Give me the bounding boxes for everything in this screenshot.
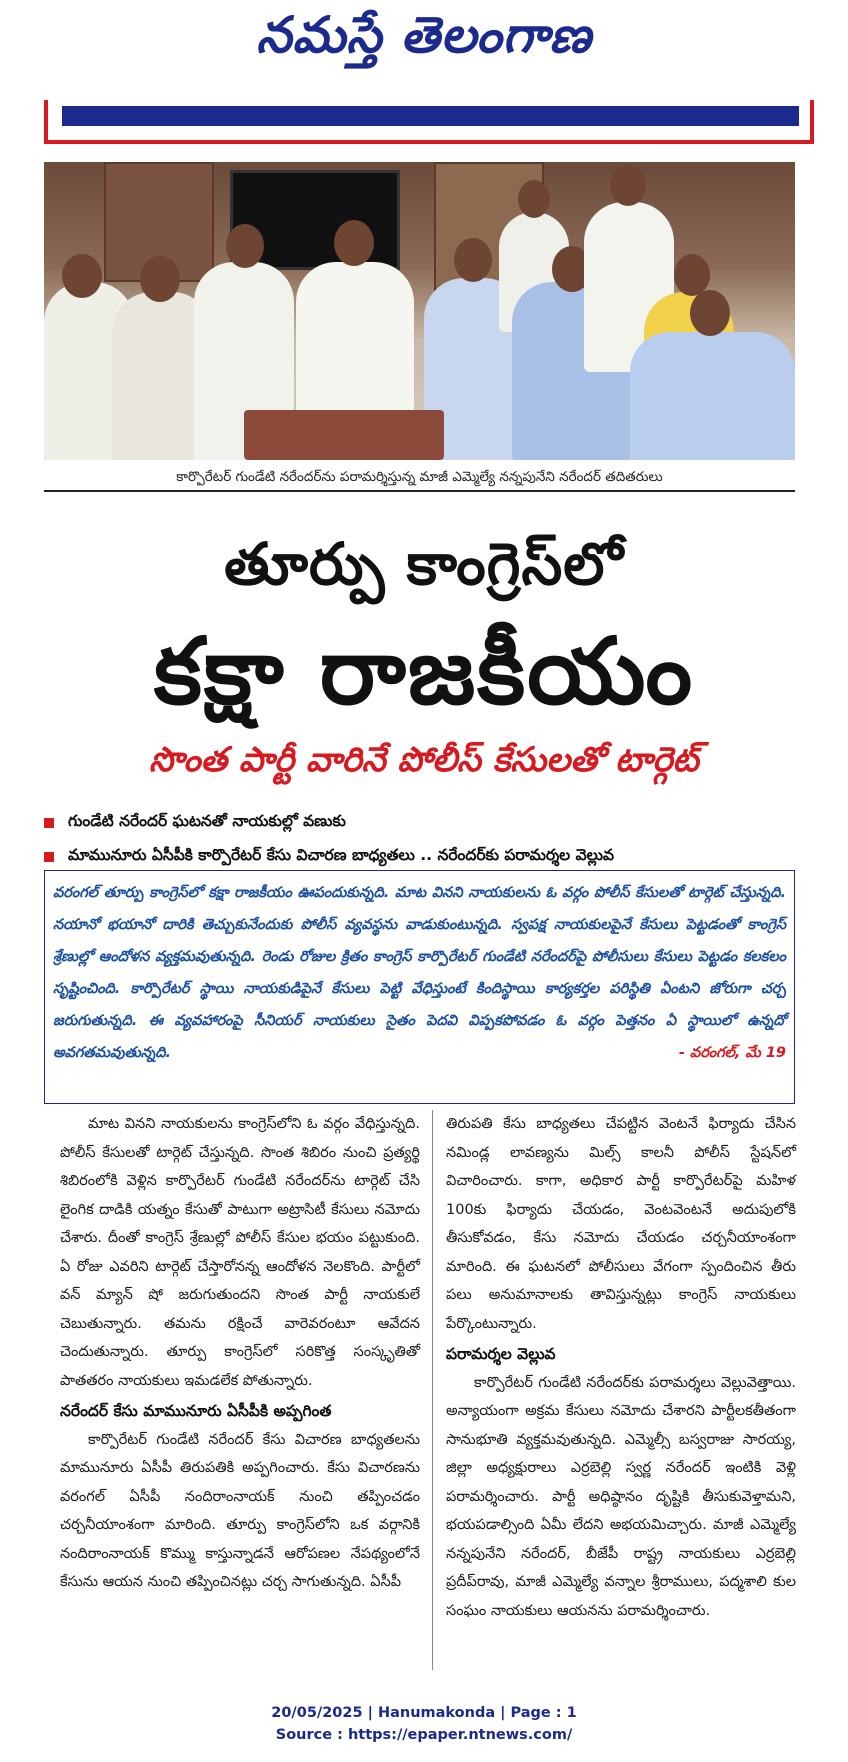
masthead-title: నమస్తే తెలంగాణ [256, 6, 592, 64]
bullet-square-icon [44, 852, 54, 862]
article-column-right [446, 1110, 796, 1625]
subheadline: సొంత పార్టీ వారినే పోలీస్ కేసులతో టార్గెట్ [149, 740, 699, 780]
photo-person-head [334, 220, 374, 266]
body-paragraph: తిరుపతి కేసు బాధ్యతలు చేపట్టిన వెంటనే ఫిర్యాదు చేసిన నమిండ్ల లావణ్యను మిల్స్ కాలనీ పోలీస్ స్టేషన్‌లో విచారించారు. కాగా, అధికార పార్టీ కార్పొరేటర్‌పై మహిళ 100కు ఫిర్యాదు చేయడం, వెంటవెంటనే అదుపులోకి తీసుకోవడం, కేసు నమోదు చేయడం చర్చనీయాంశంగా మారింది. ఈ ఘటనలో పోలీసులు వేగంగా స్పందించిన తీరు పలు అనుమానాలకు తావిస్తున్నట్లు కాంగ్రెస్ నాయకులు పేర్కొంటున్నారు. [446, 1116, 796, 1332]
bullet-square-icon [44, 818, 54, 828]
column-divider [432, 1110, 433, 1670]
body-paragraph: కార్పొరేటర్ గుండేటి నరేందర్ కేసు విచారణ బాధ్యతలను మామునూరు ఏసీపీ తిరుపతికి అప్పగించారు. కేసు విచారణను వరంగల్ ఏసీపీ నందిరాంనాయక్ నుంచి తప్పించడం చర్చనీయాంశంగా మారింది. తూర్పు కాంగ్రెస్‌లోని ఒక వర్గానికి నందిరాంనాయక్ కొమ్ము కాస్తున్నాడనే ఆరోపణల నేపథ్యంలోనే కేసును ఆయన నుంచి తప్పించినట్లు చర్చ సాగుతున్నది. ఏసీపీ [60, 1431, 420, 1590]
headline-line1: తూర్పు కాంగ్రెస్‌లో [224, 530, 624, 598]
photo-person-head [518, 180, 550, 218]
highlight-bullets [44, 806, 804, 874]
photo-person-head [226, 224, 264, 268]
photo-person-head [454, 238, 492, 282]
body-paragraph: కార్పొరేటర్ గుండేటి నరేందర్‌కు పరామర్శలు వెల్లువెత్తాయి. అన్యాయంగా అక్రమ కేసులు నమోదు చేశారని పార్టీలకతీతంగా సానుభూతి వ్యక్తమవుతున్నది. ఎమ్మెల్సీ బస్వరాజు సారయ్య, జిల్లా అధ్యక్షురాలు ఎర్రబెల్లి స్వర్ణ నరేందర్ ఇంటికి వెళ్లి పరామర్శించారు. పార్టీ అధిష్ఠానం దృష్టికి తీసుకువెళ్తామని, భయపడాల్సింది ఏమీ లేదని అభయమిచ్చారు. మాజీ ఎమ్మెల్యే నన్నపునేని నరేందర్, బీజేపీ రాష్ట్ర నాయకులు ఎర్రబెల్లి ప్రదీప్‌రావు, మాజీ ఎమ్మెల్యే వన్నాల శ్రీరాములు, పద్మశాలి కుల సంఘం నాయకులు ఆయనను పరామర్శించారు. [446, 1374, 796, 1619]
headline-line2: కక్షా రాజకీయం [153, 618, 695, 725]
article-column-left [60, 1110, 420, 1597]
bullet-item [44, 806, 804, 840]
photo-person [630, 332, 795, 460]
bullet-text: మామునూరు ఏసీపీకి కార్పొరేటర్ కేసు విచారణ బాధ్యతలు .. నరేందర్‌కు పరామర్శల వెల్లువ [68, 846, 614, 864]
page-footer [0, 1702, 848, 1746]
bullet-item [44, 840, 804, 874]
photo-person-head [62, 254, 102, 298]
bullet-text: గుండేటి నరేందర్ ఘటనతో నాయకుల్లో వణుకు [68, 812, 346, 830]
intro-paragraph [53, 877, 786, 1069]
intro-text: వరంగల్ తూర్పు కాంగ్రెస్‌లో కక్షా రాజకీయం ఊపందుకున్నది. మాట వినని నాయకులను ఓ వర్గం పోలీస్ కేసులతో టార్గెట్ చేస్తున్నది. నయానో భయానో దారికి తెచ్చుకునేందుకు పోలీస్ వ్యవస్థను వాడుకుంటున్నది. స్వపక్ష నాయకులపైనే కేసులు పెట్టడంతో కాంగ్రెస్ శ్రేణుల్లో ఆందోళన వ్యక్తమవుతున్నది. రెండు రోజుల క్రితం కాంగ్రెస్ కార్పొరేటర్ గుండేటి నరేందర్‌పై పోలీసులు కేసులు పెట్టడం కలకలం సృష్టించింది. కార్పొరేటర్ స్థాయి నాయకుడిపైనే కేసులు పెట్టి వేధిస్తుంటే కిందిస్థాయి కార్యకర్తల పరిస్థితి ఏంటని జోరుగా చర్చ జరుగుతున్నది. ఈ వ్యవహారంపై సీనియర్ నాయకులు సైతం పెదవి విప్పకపోవడం ఓ వర్గం పెత్తనం ఏ స్థాయిలో ఉన్నదో అవగతమవుతున్నది. [53, 885, 786, 1061]
body-paragraph: మాట వినని నాయకులను కాంగ్రెస్‌లోని ఓ వర్గం వేధిస్తున్నది. పోలీస్ కేసులతో టార్గెట్ చేస్తున్నది. సొంత శిబిరం నుంచి ప్రత్యర్థి శిబిరంలోకి వెళ్లిన కార్పొరేటర్ గుండేటి నరేందర్‌ను టార్గెట్ చేసి లైంగిక దాడికి యత్నం కేసుతో పాటుగా అట్రాసిటీ కేసులు నమోదు చేశారు. దీంతో కాంగ్రెస్ శ్రేణుల్లో పోలీస్ కేసుల భయం పట్టుకుంది. ఏ రోజు ఎవరిని టార్గెట్ చేస్తారోనన్న ఆందోళన నెలకొంది. పార్టీలో వన్ మ్యాన్ షో జరుగుతుందని సొంత పార్టీ నాయకులే చెబుతున్నారు. తమను రక్షించే వారెవరంటూ ఆవేదన చెందుతున్నారు. తూర్పు కాంగ్రెస్‌లో సరికొత్త సంస్కృతితో పాతతరం నాయకులు ఇమడలేక పోతున్నారు. [60, 1116, 420, 1389]
news-photo [44, 162, 795, 460]
section-heading: నరేందర్ కేసు మామునూరు ఏసీపీకి అప్పగింత [60, 1402, 332, 1420]
masthead-bar [62, 106, 799, 126]
photo-caption: కార్పొరేటర్ గుండేటి నరేందర్‌ను పరామర్శిస్తున్న మాజీ ఎమ్మెల్యే నన్నపునేని నరేందర్ తదితరులు [44, 462, 795, 492]
footer-edition-info: 20/05/2025 | Hanumakonda | Page : 1 [271, 1705, 577, 1721]
photo-table [244, 410, 444, 460]
footer-source-link[interactable]: Source : https://epaper.ntnews.com/ [275, 1727, 573, 1743]
photo-person-head [690, 290, 730, 336]
intro-box [44, 870, 795, 1104]
masthead [0, 0, 848, 96]
section-heading: పరామర్శల వెల్లువ [446, 1345, 556, 1363]
photo-person-head [610, 164, 646, 206]
dateline: - వరంగల్, మే 19 [678, 1045, 786, 1061]
photo-person-head [140, 256, 180, 302]
